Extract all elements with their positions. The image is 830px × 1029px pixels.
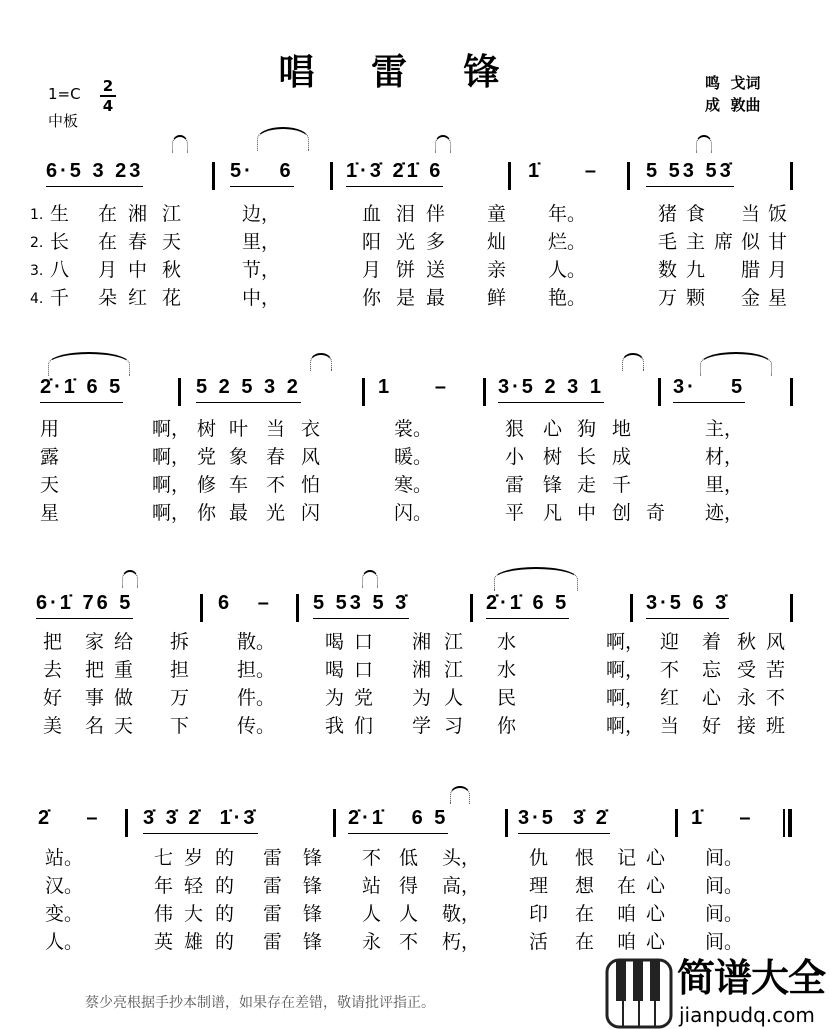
footer-note: 蔡少亮根据手抄本制谱，如果存在差错，敬请批评指正。 <box>85 995 435 1011</box>
lyric-syllable: 雄 <box>184 931 204 953</box>
lyric-syllable: 多 <box>426 231 446 253</box>
barline <box>178 378 181 406</box>
measure: 5· 6 <box>230 160 294 187</box>
lyric-syllable: 叶 <box>229 418 249 440</box>
lyric-syllable: 最 <box>426 287 446 309</box>
lyric-syllable: 千 <box>612 474 632 496</box>
lyric-syllable: 不 <box>766 687 786 709</box>
lyric-syllable: 理 <box>529 875 549 897</box>
lyric-syllable: 记 <box>617 847 637 869</box>
slur-mark <box>494 567 578 591</box>
composer-credit: 成 敦曲 <box>705 96 761 114</box>
lyric-syllable: 奇 <box>646 502 666 524</box>
lyric-syllable: 朽， <box>442 931 481 953</box>
lyric-syllable: 雷 <box>263 875 283 897</box>
lyric-syllable: 颗 <box>686 287 706 309</box>
barline <box>125 809 128 837</box>
lyric-syllable: 小 <box>505 446 525 468</box>
barline <box>790 378 793 406</box>
lyric-syllable: 送 <box>426 259 446 281</box>
lyric-syllable: 九 <box>686 259 706 281</box>
lyric-syllable: 轻 <box>184 875 204 897</box>
lyric-syllable: 心 <box>646 875 666 897</box>
lyric-syllable: 啊， <box>606 687 645 709</box>
barline <box>790 594 793 622</box>
lyric-syllable: 担。 <box>237 659 276 681</box>
verse-number: 2. <box>30 235 44 251</box>
barline <box>330 162 333 190</box>
lyric-syllable: 血 <box>362 203 382 225</box>
lyric-syllable: 节， <box>242 259 281 281</box>
measure: 2̇·1̇ 6 5 <box>348 807 448 834</box>
lyric-syllable: 露 <box>40 446 60 468</box>
slur-mark <box>622 353 644 371</box>
lyric-syllable: 班 <box>766 715 786 737</box>
lyric-syllable: 间。 <box>705 931 744 953</box>
slur-mark <box>696 135 712 153</box>
lyric-syllable: 们 <box>354 715 374 737</box>
measure: 3·5 6 3̇ <box>646 592 729 619</box>
lyric-syllable: 秋 <box>737 631 757 653</box>
time-signature-bottom: 4 <box>102 97 114 115</box>
lyric-syllable: 猪 <box>658 203 678 225</box>
lyric-syllable: 饭 <box>768 203 788 225</box>
lyric-syllable: 红 <box>128 287 148 309</box>
slur-mark <box>122 570 138 588</box>
lyric-syllable: 暖。 <box>394 446 433 468</box>
key-signature: 1=C <box>48 85 81 103</box>
lyric-syllable: 湘 <box>128 203 148 225</box>
measure: 5 2 5 3 2 <box>196 376 301 403</box>
lyric-syllable: 啊， <box>152 418 191 440</box>
measure: 1̇ – <box>528 160 600 182</box>
barline <box>627 162 630 190</box>
lyric-syllable: 在 <box>575 903 595 925</box>
lyric-syllable: 永 <box>737 687 757 709</box>
lyric-syllable: 材， <box>705 446 744 468</box>
lyric-syllable: 毛 <box>658 231 678 253</box>
lyric-syllable: 心 <box>646 931 666 953</box>
lyric-syllable: 口 <box>354 631 374 653</box>
slur-mark <box>172 135 188 153</box>
barline <box>790 162 793 190</box>
measure: 3·5 3̇ 2̇ <box>518 807 610 834</box>
lyric-syllable: 天 <box>40 474 60 496</box>
slur-mark <box>362 570 378 588</box>
lyric-syllable: 头， <box>442 847 481 869</box>
lyric-syllable: 英 <box>154 931 174 953</box>
lyric-syllable: 我 <box>325 715 345 737</box>
lyric-syllable: 学 <box>412 715 432 737</box>
lyric-syllable: 江 <box>444 659 464 681</box>
lyric-syllable: 成 <box>612 446 632 468</box>
lyric-syllable: 风 <box>301 446 321 468</box>
lyric-syllable: 甘 <box>768 231 788 253</box>
lyric-syllable: 天 <box>114 715 134 737</box>
lyric-syllable: 饼 <box>396 259 416 281</box>
lyric-syllable: 朵 <box>98 287 118 309</box>
lyric-syllable: 闪 <box>301 502 321 524</box>
lyric-syllable: 把 <box>43 631 63 653</box>
lyric-syllable: 水 <box>497 659 517 681</box>
measure: 1 – <box>378 376 450 398</box>
lyric-syllable: 间。 <box>705 903 744 925</box>
lyric-syllable: 印 <box>529 903 549 925</box>
lyric-syllable: 数 <box>658 259 678 281</box>
lyric-syllable: 泪 <box>396 203 416 225</box>
lyric-syllable: 寒。 <box>394 474 433 496</box>
verse-number: 1. <box>30 207 44 223</box>
lyric-syllable: 花 <box>162 287 182 309</box>
lyric-syllable: 八 <box>50 259 70 281</box>
lyric-syllable: 里， <box>705 474 744 496</box>
lyric-syllable: 站 <box>362 875 382 897</box>
lyric-syllable: 变。 <box>45 903 84 925</box>
lyric-syllable: 江 <box>162 203 182 225</box>
lyric-syllable: 锋 <box>303 847 323 869</box>
lyric-syllable: 心 <box>702 687 722 709</box>
lyric-syllable: 啊， <box>606 659 645 681</box>
lyric-syllable: 闪。 <box>394 502 433 524</box>
lyric-syllable: 接 <box>737 715 757 737</box>
lyric-syllable: 啊， <box>152 446 191 468</box>
lyric-syllable: 湘 <box>412 659 432 681</box>
lyric-syllable: 光 <box>396 231 416 253</box>
lyric-syllable: 喝 <box>325 659 345 681</box>
lyric-syllable: 狠 <box>505 418 525 440</box>
lyric-syllable: 你 <box>362 287 382 309</box>
lyric-syllable: 咱 <box>617 931 637 953</box>
site-logo[interactable] <box>605 958 830 1029</box>
lyric-syllable: 锋 <box>543 474 563 496</box>
lyric-syllable: 在 <box>98 231 118 253</box>
lyric-syllable: 不 <box>362 847 382 869</box>
barline <box>333 809 336 837</box>
tempo-marking: 中板 <box>48 112 79 130</box>
lyric-syllable: 年 <box>154 875 174 897</box>
lyric-syllable: 去 <box>43 659 63 681</box>
lyric-syllable: 间。 <box>705 875 744 897</box>
lyric-syllable: 美 <box>43 715 63 737</box>
lyric-syllable: 星 <box>768 287 788 309</box>
lyric-syllable: 汉。 <box>45 875 84 897</box>
lyric-syllable: 高， <box>442 875 481 897</box>
lyric-syllable: 迎 <box>660 631 680 653</box>
lyric-syllable: 象 <box>229 446 249 468</box>
lyric-syllable: 仇 <box>529 847 549 869</box>
lyric-syllable: 为 <box>325 687 345 709</box>
lyric-syllable: 人。 <box>548 259 587 281</box>
lyric-syllable: 党 <box>197 446 217 468</box>
lyric-syllable: 当 <box>266 418 286 440</box>
lyric-syllable: 狗 <box>577 418 597 440</box>
lyric-syllable: 用 <box>40 418 60 440</box>
lyric-syllable: 在 <box>617 875 637 897</box>
lyric-syllable: 岁 <box>184 847 204 869</box>
lyric-syllable: 风 <box>766 631 786 653</box>
lyric-syllable: 创 <box>612 502 632 524</box>
lyric-syllable: 不 <box>660 659 680 681</box>
lyric-syllable: 民 <box>497 687 517 709</box>
piano-keys-icon <box>605 958 675 1029</box>
lyric-syllable: 在 <box>98 203 118 225</box>
lyric-syllable: 秋 <box>162 259 182 281</box>
lyric-syllable: 怕 <box>301 474 321 496</box>
lyric-syllable: 喝 <box>325 631 345 653</box>
barline <box>212 162 215 190</box>
lyric-syllable: 席 <box>714 231 734 253</box>
measure: 2̇·1̇ 6 5 <box>486 592 569 619</box>
lyric-syllable: 重 <box>114 659 134 681</box>
lyric-syllable: 金 <box>741 287 761 309</box>
lyric-syllable: 心 <box>646 903 666 925</box>
lyric-syllable: 站。 <box>45 847 84 869</box>
measure: 5 53 5 3̇ <box>313 592 409 619</box>
lyric-syllable: 鲜 <box>487 287 507 309</box>
slur-mark <box>450 786 470 804</box>
lyric-syllable: 长 <box>577 446 597 468</box>
barline <box>362 378 365 406</box>
lyric-syllable: 树 <box>197 418 217 440</box>
lyric-syllable: 党 <box>354 687 374 709</box>
lyric-syllable: 人 <box>399 903 419 925</box>
lyric-syllable: 人。 <box>45 931 84 953</box>
lyric-syllable: 传。 <box>237 715 276 737</box>
logo-name: 简谱大全 <box>677 956 826 1000</box>
lyric-syllable: 雷 <box>263 931 283 953</box>
lyric-syllable: 童 <box>487 203 507 225</box>
lyric-syllable: 食 <box>686 203 706 225</box>
song-title: 唱 雷 锋 <box>278 52 522 93</box>
barline <box>470 594 473 622</box>
barline <box>483 378 486 406</box>
slur-mark <box>435 135 451 153</box>
lyric-syllable: 活 <box>529 931 549 953</box>
lyric-syllable: 当 <box>660 715 680 737</box>
measure: 1̇·3̇ 2̇1̇ 6 <box>346 160 443 187</box>
lyric-syllable: 主， <box>705 418 744 440</box>
lyric-syllable: 的 <box>215 931 235 953</box>
lyric-syllable: 年。 <box>548 203 587 225</box>
lyric-syllable: 咱 <box>617 903 637 925</box>
lyric-syllable: 长 <box>50 231 70 253</box>
lyric-syllable: 想 <box>575 875 595 897</box>
lyric-syllable: 中 <box>577 502 597 524</box>
lyric-syllable: 的 <box>215 875 235 897</box>
lyric-syllable: 千 <box>50 287 70 309</box>
measure: 2̇·1̇ 6 5 <box>40 376 123 403</box>
lyric-syllable: 凡 <box>543 502 563 524</box>
logo-url: jianpudq.com <box>679 1003 815 1027</box>
lyric-syllable: 好 <box>43 687 63 709</box>
lyric-syllable: 大 <box>184 903 204 925</box>
slur-mark <box>257 127 309 151</box>
lyric-syllable: 生 <box>50 203 70 225</box>
lyric-syllable: 口 <box>354 659 374 681</box>
lyric-syllable: 在 <box>575 931 595 953</box>
lyric-syllable: 件。 <box>237 687 276 709</box>
lyric-syllable: 的 <box>215 903 235 925</box>
lyric-syllable: 不 <box>266 474 286 496</box>
verse-number: 4. <box>30 291 44 307</box>
measure: 1̇ – <box>691 807 754 829</box>
lyric-syllable: 啊， <box>606 631 645 653</box>
lyric-syllable: 伟 <box>154 903 174 925</box>
lyric-syllable: 江 <box>444 631 464 653</box>
lyric-syllable: 平 <box>505 502 525 524</box>
lyric-syllable: 敬， <box>442 903 481 925</box>
measure: 5 53 53̇ <box>646 160 734 187</box>
lyric-syllable: 着 <box>702 631 722 653</box>
lyric-syllable: 星 <box>40 502 60 524</box>
lyric-syllable: 万 <box>170 687 190 709</box>
barline <box>508 162 511 190</box>
measure: 3̇ 3̇ 2̇ 1̇·3̇ <box>143 807 258 834</box>
lyric-syllable: 中 <box>128 259 148 281</box>
measure: 6·1̇ 76 5 <box>36 592 133 619</box>
barline <box>658 378 661 406</box>
lyric-syllable: 得 <box>399 875 419 897</box>
lyric-syllable: 锋 <box>303 875 323 897</box>
lyric-syllable: 红 <box>660 687 680 709</box>
lyric-syllable: 伴 <box>426 203 446 225</box>
lyric-syllable: 锋 <box>303 931 323 953</box>
lyric-syllable: 烂。 <box>548 231 587 253</box>
lyric-syllable: 恨 <box>575 847 595 869</box>
lyric-syllable: 雷 <box>263 903 283 925</box>
barline <box>630 594 633 622</box>
lyric-syllable: 不 <box>399 931 419 953</box>
lyric-syllable: 习 <box>444 715 464 737</box>
lyric-syllable: 心 <box>543 418 563 440</box>
barline <box>296 594 299 622</box>
lyric-syllable: 车 <box>229 474 249 496</box>
lyric-syllable: 修 <box>197 474 217 496</box>
lyric-syllable: 啊， <box>152 502 191 524</box>
lyric-syllable: 受 <box>737 659 757 681</box>
time-signature-top: 2 <box>102 77 114 95</box>
final-barline-thin <box>783 809 785 837</box>
measure: 6·5 3 23 <box>46 160 143 187</box>
lyric-syllable: 月 <box>362 259 382 281</box>
lyric-syllable: 啊， <box>152 474 191 496</box>
lyric-syllable: 亲 <box>487 259 507 281</box>
time-signature <box>100 78 116 114</box>
measure: 3·5 2 3 1 <box>498 376 604 403</box>
lyric-syllable: 中， <box>242 287 281 309</box>
lyric-syllable: 好 <box>702 715 722 737</box>
lyric-syllable: 雷 <box>505 474 525 496</box>
lyric-syllable: 似 <box>741 231 761 253</box>
slur-mark <box>310 353 332 371</box>
lyric-syllable: 七 <box>154 847 174 869</box>
lyric-syllable: 你 <box>497 715 517 737</box>
lyric-syllable: 里， <box>242 231 281 253</box>
lyric-syllable: 月 <box>98 259 118 281</box>
lyric-syllable: 心 <box>646 847 666 869</box>
lyric-syllable: 光 <box>266 502 286 524</box>
lyric-syllable: 裳。 <box>394 418 433 440</box>
lyricist-credit: 鸣 戈词 <box>705 74 761 92</box>
lyric-syllable: 担 <box>170 659 190 681</box>
measure: 2̇ – <box>38 807 101 829</box>
lyric-syllable: 是 <box>396 287 416 309</box>
lyric-syllable: 走 <box>577 474 597 496</box>
lyric-syllable: 散。 <box>237 631 276 653</box>
lyric-syllable: 水 <box>497 631 517 653</box>
lyric-syllable: 腊 <box>741 259 761 281</box>
lyric-syllable: 的 <box>215 847 235 869</box>
lyric-syllable: 主 <box>686 231 706 253</box>
lyric-syllable: 天 <box>162 231 182 253</box>
lyric-syllable: 给 <box>114 631 134 653</box>
measure: 6 – <box>218 592 272 614</box>
lyric-syllable: 万 <box>658 287 678 309</box>
lyric-syllable: 家 <box>85 631 105 653</box>
lyric-syllable: 间。 <box>705 847 744 869</box>
verse-number: 3. <box>30 263 44 279</box>
lyric-syllable: 春 <box>128 231 148 253</box>
lyric-syllable: 树 <box>543 446 563 468</box>
lyric-syllable: 迹， <box>705 502 744 524</box>
lyric-syllable: 湘 <box>412 631 432 653</box>
lyric-syllable: 永 <box>362 931 382 953</box>
lyric-syllable: 灿 <box>487 231 507 253</box>
lyric-syllable: 边， <box>242 203 281 225</box>
lyric-syllable: 人 <box>444 687 464 709</box>
lyric-syllable: 衣 <box>301 418 321 440</box>
lyric-syllable: 雷 <box>263 847 283 869</box>
lyric-syllable: 低 <box>399 847 419 869</box>
lyric-syllable: 苦 <box>766 659 786 681</box>
lyric-syllable: 下 <box>170 715 190 737</box>
lyric-syllable: 事 <box>85 687 105 709</box>
lyric-syllable: 为 <box>412 687 432 709</box>
slur-mark <box>48 352 130 376</box>
lyric-syllable: 月 <box>768 259 788 281</box>
barline <box>675 809 678 837</box>
lyric-syllable: 地 <box>612 418 632 440</box>
lyric-syllable: 你 <box>197 502 217 524</box>
lyric-syllable: 锋 <box>303 903 323 925</box>
barline <box>505 809 508 837</box>
lyric-syllable: 拆 <box>170 631 190 653</box>
barline <box>200 594 203 622</box>
lyric-syllable: 啊， <box>606 715 645 737</box>
lyric-syllable: 当 <box>741 203 761 225</box>
lyric-syllable: 名 <box>85 715 105 737</box>
lyric-syllable: 忘 <box>702 659 722 681</box>
lyric-syllable: 做 <box>114 687 134 709</box>
lyric-syllable: 春 <box>266 446 286 468</box>
lyric-syllable: 人 <box>362 903 382 925</box>
lyric-syllable: 阳 <box>362 231 382 253</box>
slur-mark <box>700 352 772 376</box>
lyric-syllable: 艳。 <box>548 287 587 309</box>
final-barline-thick <box>788 809 792 837</box>
lyric-syllable: 把 <box>85 659 105 681</box>
lyric-syllable: 最 <box>229 502 249 524</box>
measure: 3· 5 <box>673 376 745 403</box>
